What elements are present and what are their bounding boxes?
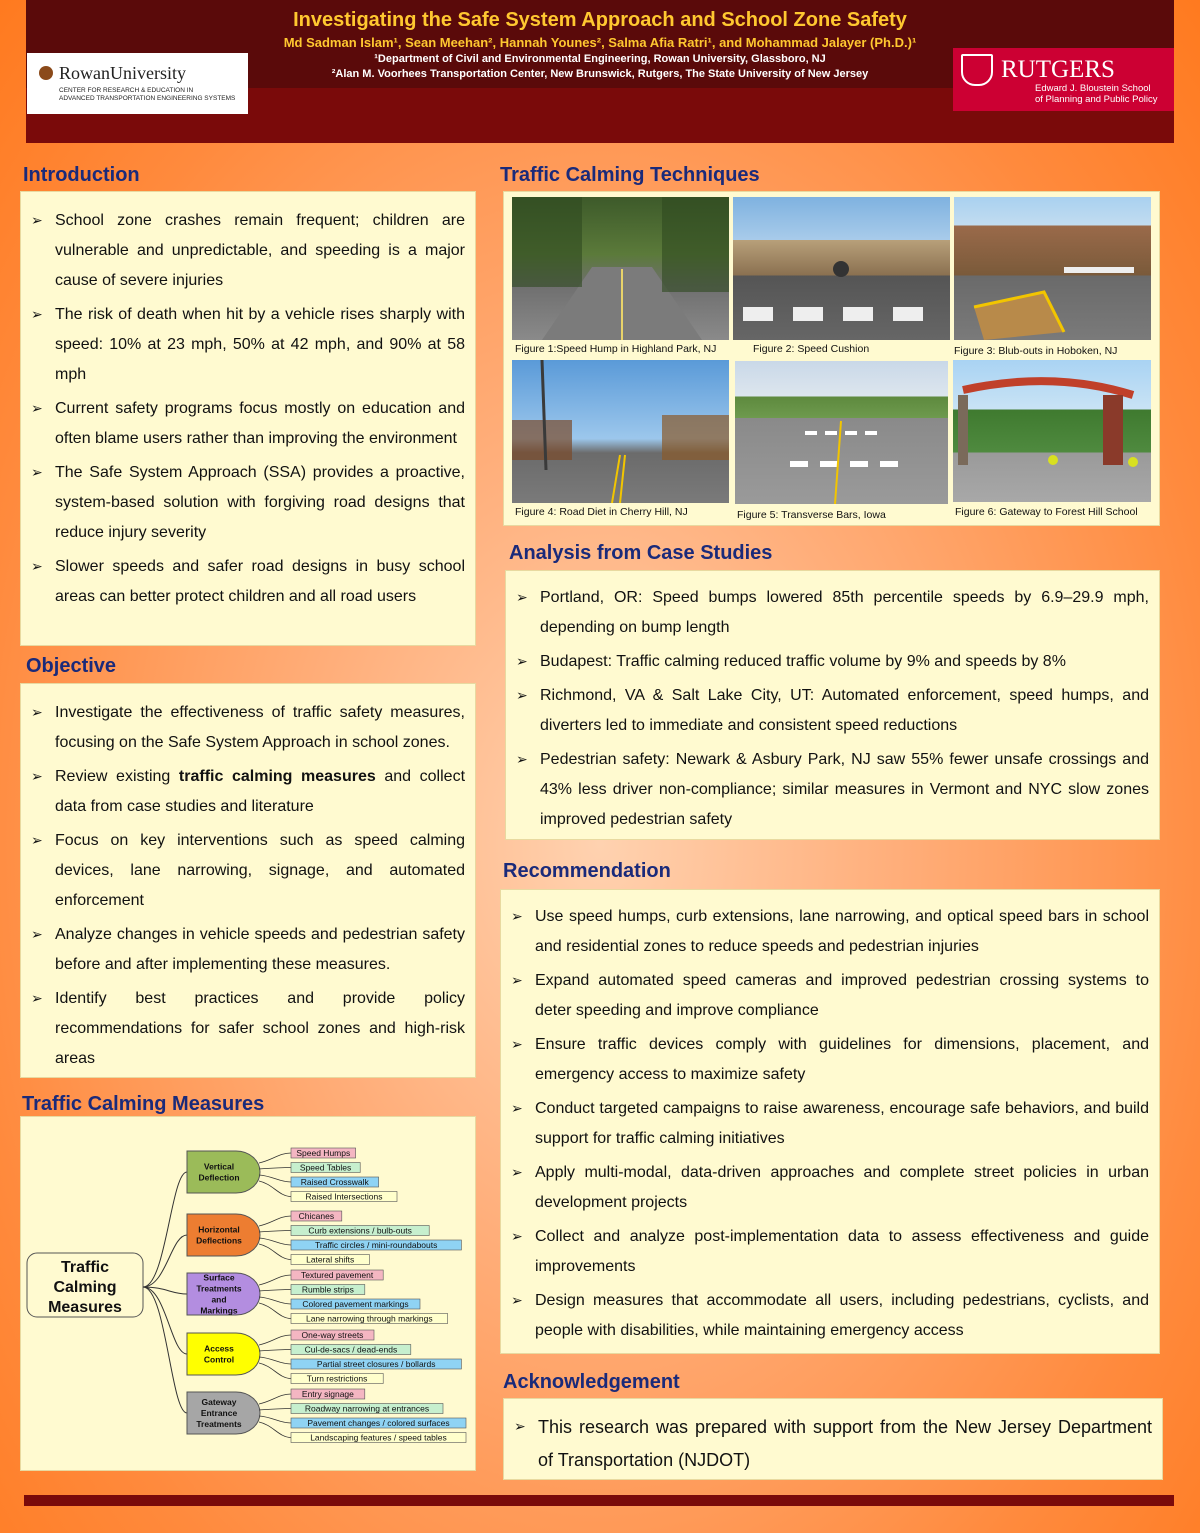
figure-3-caption: Figure 3: Blub-outs in Hoboken, NJ: [954, 345, 1118, 357]
list-item: ➢ Slower speeds and safer road designs in busy school areas can better protect children and all road users: [29, 552, 465, 612]
list-item: ➢ Budapest: Traffic calming reduced traffic volume by 9% and speeds by 8%: [514, 647, 1149, 677]
introduction-box: [20, 191, 476, 646]
connector-line: [259, 1357, 291, 1364]
figure-1-photo: [512, 197, 729, 340]
connector-line: [259, 1231, 291, 1233]
list-item: ➢ Richmond, VA & Salt Lake City, UT: Automated enforcement, speed humps, and diverters led to immediate and consistent speed reductions: [514, 681, 1149, 741]
list-item: ➢ The Safe System Approach (SSA) provides a proactive, system-based solution with forgiving road designs that reduce injury severity: [29, 458, 465, 548]
item-label: Entry signage: [301, 1389, 354, 1399]
item-label: Curb extensions / bulb-outs: [308, 1225, 412, 1236]
item-label: Speed Humps: [296, 1148, 351, 1158]
rutgers-sub-1: Edward J. Bloustein School: [1035, 83, 1151, 94]
item-label: Cul-de-sacs / dead-ends: [304, 1344, 398, 1355]
affiliation-1: ¹Department of Civil and Environmental Engineering, Rowan University, Glassboro, NJ: [374, 53, 826, 65]
figure-2-caption: Figure 2: Speed Cushion: [753, 343, 870, 355]
recommendation-title: Recommendation: [503, 860, 671, 882]
figure-6-caption: Figure 6: Gateway to Forest Hill School: [955, 506, 1138, 518]
introduction-list: [29, 206, 465, 612]
item-label: Lane narrowing through markings: [305, 1313, 433, 1324]
objective-title: Objective: [26, 655, 117, 677]
analysis-box: [505, 570, 1160, 840]
connector-line: [259, 1153, 291, 1163]
item-label: Pavement changes / colored surfaces: [307, 1418, 450, 1428]
item-label: Partial street closures / bollards: [316, 1359, 436, 1369]
item-label: Colored pavement markings: [302, 1299, 409, 1309]
figure-3-photo: [954, 197, 1151, 340]
item-label: Raised Crosswalk: [300, 1177, 369, 1187]
acknowledgement-title: Acknowledgement: [503, 1371, 680, 1393]
list-item: ➢ Analyze changes in vehicle speeds and pedestrian safety before and after implementing these measures.: [29, 920, 465, 980]
objective-item-2-post: and collect data from case studies and literature: [55, 768, 466, 815]
list-item: ➢ Portland, OR: Speed bumps lowered 85th percentile speeds by 6.9–29.9 mph, depending on bump length: [514, 583, 1149, 643]
list-item: ➢ Identify best practices and provide policy recommendations for safer school zones and high-risk areas: [29, 984, 465, 1074]
rutgers-logo: [953, 48, 1174, 111]
rowan-sub-1: CENTER FOR RESEARCH & EDUCATION IN: [59, 87, 194, 94]
connector-line: [259, 1290, 291, 1292]
rutgers-shield-icon: [961, 54, 993, 86]
connector-line: [259, 1335, 291, 1345]
group-label: Deflections: [196, 1235, 242, 1246]
connector-line: [143, 1287, 187, 1354]
connector-line: [259, 1181, 291, 1197]
figure-4-caption: Figure 4: Road Diet in Cherry Hill, NJ: [515, 506, 688, 518]
measures-diagram-box: [20, 1116, 476, 1471]
connector-line: [259, 1350, 291, 1352]
list-item: ➢ Ensure traffic devices comply with guidelines for dimensions, placement, and emergency access to maximize safety: [509, 1030, 1149, 1090]
list-item: ➢ This research was prepared with support from the New Jersey Department of Transportation (NJDOT): [512, 1411, 1152, 1477]
item-label: Raised Intersections: [305, 1191, 383, 1202]
item-label: Speed Tables: [299, 1162, 352, 1173]
measures-title: Traffic Calming Measures: [22, 1093, 265, 1115]
acknowledgement-box: [503, 1398, 1163, 1480]
list-item: ➢ Investigate the effectiveness of traffic safety measures, focusing on the Safe System Approach in school zones.: [29, 698, 465, 758]
group-label: Deflection: [198, 1172, 240, 1183]
figure-4-photo: [512, 360, 729, 503]
group-label: Treatments: [196, 1283, 242, 1294]
list-item: ➢ Focus on key interventions such as speed calming devices, lane narrowing, signage, and automated enforcement: [29, 826, 465, 916]
connector-line: [259, 1303, 291, 1319]
connector-line: [259, 1168, 291, 1170]
rowan-logo: [27, 53, 248, 114]
group-label: Vertical: [203, 1161, 235, 1172]
connector-line: [259, 1409, 291, 1411]
item-label: Traffic circles / mini-roundabouts: [315, 1240, 438, 1250]
objective-list: [29, 698, 465, 1074]
analysis-title: Analysis from Case Studies: [509, 542, 773, 564]
connector-line: [259, 1244, 291, 1260]
rutgers-sub-2: of Planning and Public Policy: [1035, 94, 1158, 105]
group-label: Gateway: [201, 1397, 237, 1407]
list-item: ➢ School zone crashes remain frequent; children are vulnerable and unpredictable, and speeding is a major cause of severe injuries: [29, 206, 465, 296]
item-label: Textured pavement: [300, 1270, 374, 1280]
footer-bar: [24, 1495, 1174, 1506]
group-label: Control: [203, 1354, 235, 1365]
connector-line: [143, 1172, 187, 1287]
group-label: and: [211, 1294, 227, 1305]
item-label: Rumble strips: [301, 1284, 354, 1295]
techniques-title: Traffic Calming Techniques: [500, 164, 760, 186]
introduction-title: Introduction: [23, 164, 140, 186]
connector-line: [259, 1238, 291, 1245]
figure-5-caption: Figure 5: Transverse Bars, Iowa: [737, 509, 886, 521]
connector-line: [259, 1394, 291, 1404]
group-label: Treatments: [196, 1419, 242, 1429]
recommendation-box: [500, 889, 1160, 1354]
poster-title: Investigating the Safe System Approach and School Zone Safety: [293, 9, 907, 31]
objective-box: [20, 683, 476, 1078]
measures-diagram: [21, 1117, 477, 1472]
root-label: Measures: [48, 1299, 122, 1316]
acknowledgement-list: [512, 1411, 1152, 1477]
figure-1-caption: Figure 1:Speed Hump in Highland Park, NJ: [515, 343, 717, 355]
rutgers-logo-text: RUTGERS: [1001, 56, 1115, 83]
connector-line: [259, 1416, 291, 1423]
item-label: Lateral shifts: [306, 1254, 355, 1265]
connector-line: [259, 1175, 291, 1182]
author-list: Md Sadman Islam¹, Sean Meehan², Hannah Younes², Salma Afia Ratri¹, and Mohammad Jalayer (Ph.D.)¹: [283, 35, 917, 50]
rowan-mark-icon: [39, 66, 53, 80]
list-item: ➢ Apply multi-modal, data-driven approaches and complete street policies in urban development projects: [509, 1158, 1149, 1218]
list-item: ➢ Pedestrian safety: Newark & Asbury Park, NJ saw 55% fewer unsafe crossings and 43% less driver non-compliance; similar measures in Vermont and NYC slow zones improved pedestrian safety: [514, 745, 1149, 835]
list-item: ➢ Conduct targeted campaigns to raise awareness, encourage safe behaviors, and build support for traffic calming initiatives: [509, 1094, 1149, 1154]
item-label: Landscaping features / speed tables: [310, 1432, 447, 1443]
connector-line: [259, 1297, 291, 1304]
objective-item-2-bold: traffic calming measures: [178, 768, 376, 785]
list-item: ➢ Current safety programs focus mostly on education and often blame users rather than improving the environment: [29, 394, 465, 454]
item-label: Roadway narrowing at entrances: [304, 1403, 430, 1414]
item-label: One-way streets: [301, 1330, 364, 1340]
objective-item-2-pre: Review existing: [55, 768, 179, 785]
list-item: [29, 762, 465, 822]
root-label: Traffic: [60, 1259, 110, 1276]
group-label: Markings: [200, 1305, 238, 1316]
rowan-logo-text: RowanUniversity: [59, 63, 186, 83]
list-item: ➢ Collect and analyze post-implementation data to assess effectiveness and guide improvements: [509, 1222, 1149, 1282]
item-label: Chicanes: [298, 1211, 335, 1221]
list-item: ➢ Use speed humps, curb extensions, lane narrowing, and optical speed bars in school and residential zones to reduce speeds and pedestrian injuries: [509, 902, 1149, 962]
group-label: Access: [204, 1343, 234, 1354]
group-label: Entrance: [200, 1408, 238, 1418]
group-label: Surface: [203, 1272, 235, 1283]
list-item: ➢ Design measures that accommodate all users, including pedestrians, cyclists, and people with disabilities, while maintaining emergency access: [509, 1286, 1149, 1346]
rowan-sub-2: ADVANCED TRANSPORTATION ENGINEERING SYSTEMS: [59, 95, 236, 102]
connector-line: [259, 1422, 291, 1438]
item-label: Turn restrictions: [306, 1373, 368, 1384]
analysis-list: [514, 583, 1149, 835]
group-label: Horizontal: [198, 1224, 240, 1235]
root-label: Calming: [53, 1279, 117, 1296]
list-item: ➢ Expand automated speed cameras and improved pedestrian crossing systems to deter speeding and improve compliance: [509, 966, 1149, 1026]
figure-6-photo: [953, 360, 1151, 502]
connector-line: [259, 1216, 291, 1226]
connector-line: [259, 1275, 291, 1285]
list-item: ➢ The risk of death when hit by a vehicle rises sharply with speed: 10% at 23 mph, 50% at 42 mph, and 90% at 58 mph: [29, 300, 465, 390]
figure-2-photo: [733, 197, 950, 340]
figure-5-photo: [735, 361, 948, 504]
affiliation-2: ²Alan M. Voorhees Transportation Center, New Brunswick, Rutgers, The State University of New Jersey: [331, 68, 869, 80]
connector-line: [259, 1363, 291, 1379]
recommendation-list: [509, 902, 1149, 1346]
